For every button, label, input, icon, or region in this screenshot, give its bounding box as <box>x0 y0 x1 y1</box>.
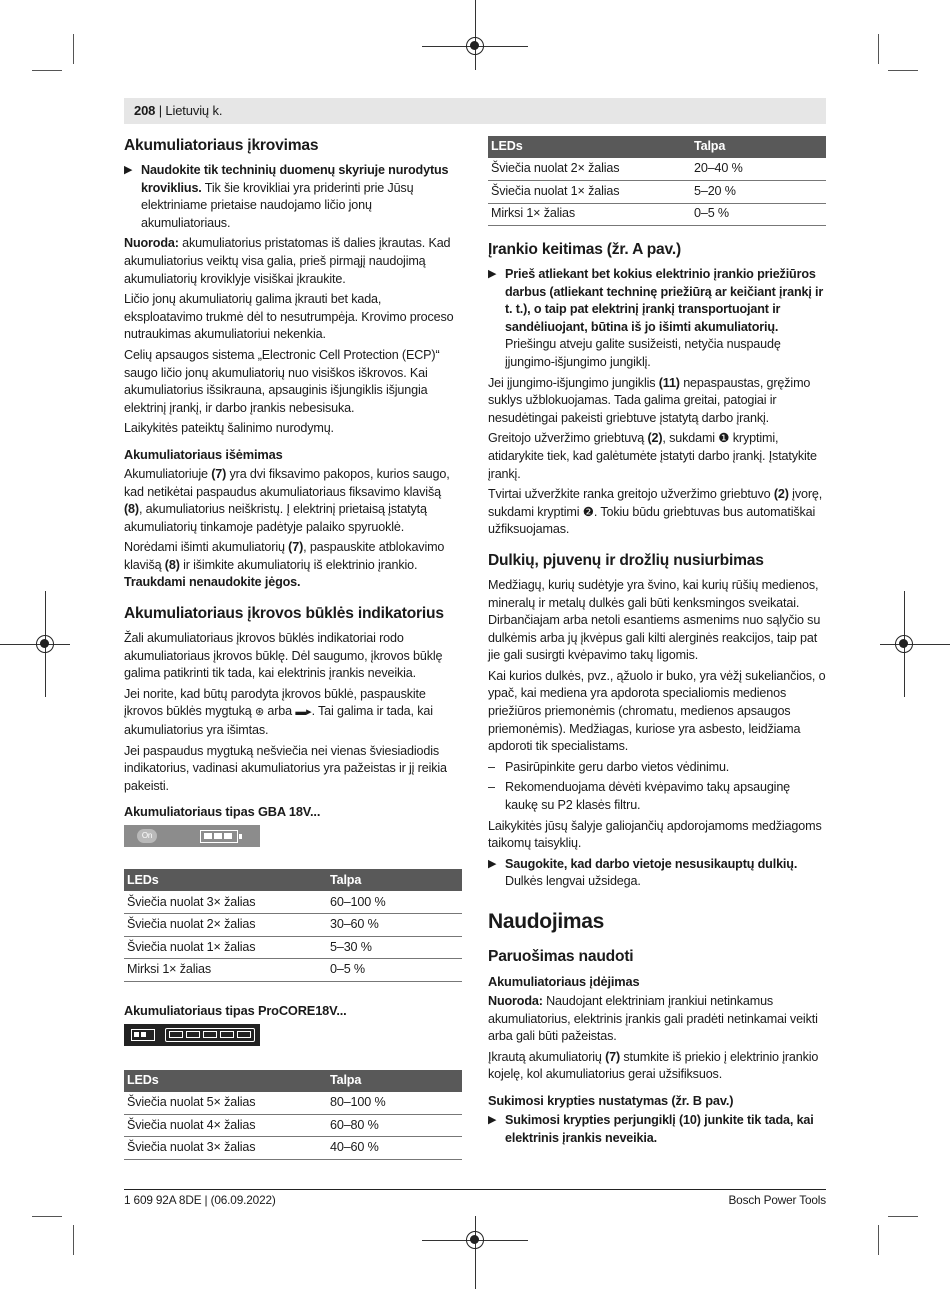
paragraph <box>488 375 826 428</box>
subsection-title: Akumuliatoriaus tipas ProCORE18V... <box>124 1002 347 1018</box>
crop-mark <box>73 34 74 64</box>
procore-indicator-image <box>124 1024 260 1046</box>
table-header: LEDs <box>124 1070 327 1092</box>
paragraph <box>488 486 826 539</box>
text: Jei norite, kad būtų parodyta įkrovos būklė, paspauskite įkrovos būklės mygtuką <box>124 686 426 719</box>
footer-document-id: 1 609 92A 8DE | (06.09.2022) <box>124 1193 276 1207</box>
direction-one-icon: ❶ <box>718 431 730 446</box>
text: , sukdami <box>662 431 719 446</box>
ref-number: (7) <box>288 540 304 555</box>
paragraph <box>488 1049 826 1084</box>
table-cell: Mirksi 1× žalias <box>124 959 327 982</box>
table-row <box>488 203 826 226</box>
note-paragraph <box>124 235 462 288</box>
table-cell: Mirksi 1× žalias <box>488 203 691 226</box>
table-cell: Šviečia nuolat 1× žalias <box>124 936 327 959</box>
list-item <box>488 779 826 814</box>
table-cell: Šviečia nuolat 2× žalias <box>124 914 327 937</box>
table-header: Talpa <box>327 869 462 891</box>
table-cell: 60–100 % <box>327 891 462 914</box>
text: . Tai galima ir tada, kai akumuliatorius yra išimtas. <box>124 704 433 738</box>
page-number: 208 <box>134 103 156 118</box>
page-header: 208 | Lietuvių k. <box>124 98 826 124</box>
ref-number: (2) <box>773 487 789 502</box>
registration-line <box>0 644 70 645</box>
paragraph: Medžiagų, kurių sudėtyje yra švino, kai kurių rūšių medienos, mineralų ir metalų dulkės gali būti kenksmingos sveikatai. Dirbančiajam arba netoli esantiems asmenims nuo sąlyčio su dulkėmis arba jų įkvėpus gali kilti alerginės reakcijos, taip pat jie gali susirgti kvėpavimo takų ligomis. <box>488 577 821 663</box>
registration-mark-icon <box>895 635 913 653</box>
bullet-text: Tik šie krovikliai yra priderinti prie Jūsų elektriniame prietaise naudojamo ličio jonų akumuliatoriaus. <box>141 180 414 230</box>
subsection-title: Sukimosi krypties nustatymas (žr. B pav.) <box>488 1092 734 1108</box>
crop-mark <box>888 70 918 71</box>
crop-mark <box>878 1225 879 1255</box>
note-text: Naudojant elektriniam įrankiui netinkamus akumuliatorius, elektrinis įrankis gali pradėti netinkamai veikti arba gali būti pažeistas. <box>488 994 818 1044</box>
crop-mark <box>32 1216 62 1217</box>
bold-text: Traukdami nenaudokite jėgos. <box>124 575 301 590</box>
table-header: Talpa <box>691 136 826 158</box>
table-cell: Šviečia nuolat 4× žalias <box>124 1114 327 1137</box>
bullet-text: Dulkės lengvai užsidega. <box>505 874 641 889</box>
bullet-bold-text: Naudokite tik techninių duomenų skyriuje nurodytus kroviklius. <box>141 163 449 195</box>
procore-led-table-continued <box>488 136 826 226</box>
text: kryptimi, atidarykite tiek, kad galėtumėte įstatyti darbo įrankį. Įstatykite įrankį. <box>488 431 817 481</box>
section-title: Paruošimas naudoti <box>488 948 634 965</box>
battery-icon <box>200 830 238 843</box>
table-row <box>488 158 826 181</box>
table-cell: 80–100 % <box>327 1092 462 1115</box>
table-cell: Šviečia nuolat 3× žalias <box>124 1137 327 1160</box>
note-label: Nuoroda: <box>488 994 543 1008</box>
table-row <box>124 1114 462 1137</box>
text: Jei įjungimo-išjungimo jungiklis <box>488 375 659 390</box>
triangle-right-icon: ▶ <box>124 164 133 176</box>
ref-number: (7) <box>211 466 227 481</box>
led-bar-icon <box>165 1028 255 1042</box>
table-row <box>124 1137 462 1160</box>
table-cell: Šviečia nuolat 3× žalias <box>124 891 327 914</box>
table-cell: 0–5 % <box>691 203 826 226</box>
text: įvorę, sukdami kryptimi <box>488 487 823 519</box>
text: stumkite iš priekio į elektrinio įrankio kojelę, kol akumuliatorius gerai užsifiksuos. <box>488 1049 819 1082</box>
bullet-bold-text: Prieš atliekant bet kokius elektrinio įrankio priežiūros darbus (atliekant techninę priežiūrą ar keičiant įrankį ir t. t.), o taip pat elektrinį įrankį transportuojant ir sandėliuojant, būtina iš jo išimti akumuliatorių. <box>505 267 824 334</box>
page-footer <box>124 1189 826 1209</box>
ref-number: (2) <box>647 431 663 446</box>
text: . Tokiu būdu griebtuvas bus automatiškai užfiksuojamas. <box>488 504 816 537</box>
crop-mark <box>888 1216 918 1217</box>
list-item-text: Rekomenduojama dėvėti kvėpavimo takų apsauginę kaukę su P2 klasės filtru. <box>505 780 791 813</box>
warning-bullet <box>488 266 826 372</box>
note-text: akumuliatorius pristatomas iš dalies įkrautas. Kad akumuliatorius veiktų visa galia, prieš pirmąjį naudojimą akumuliatorių kroviklyje visiškai įkraukite. <box>124 236 451 286</box>
left-column <box>124 136 462 1166</box>
text: yra dvi fiksavimo pakopos, kurios saugo, kad netikėtai paspaudus akumuliatoriaus fiksavimo klavišą <box>124 466 450 499</box>
list-item <box>488 759 826 777</box>
crop-mark <box>32 70 62 71</box>
section-title: Akumuliatoriaus įkrovimas <box>124 137 319 154</box>
ref-number: (8) <box>164 557 180 572</box>
bullet-bold-text: Sukimosi krypties perjungiklį (10) junkite tik tada, kai elektrinis įrankis neveikia. <box>505 1112 814 1145</box>
text: , akumuliatorius neiškristų. Į elektrinį prietaisą įstatytą akumuliatorių tinkamoje padėtyje palaiko spyruoklė. <box>124 502 427 534</box>
registration-mark-icon <box>466 1231 484 1249</box>
section-title: Dulkių, pjuvenų ir drožlių nusiurbimas <box>488 551 764 569</box>
subsection-title: Akumuliatoriaus įdėjimas <box>488 974 640 989</box>
registration-line <box>880 644 950 645</box>
table-row <box>124 959 462 982</box>
battery-level-icon: ▬▸ <box>295 706 312 719</box>
crop-mark <box>878 34 879 64</box>
procore-led-table <box>124 1070 462 1160</box>
paragraph: Žali akumuliatoriaus įkrovos būklės indikatoriai rodo akumuliatoriaus įkrovos būklę. Dėl saugumo, įkrovos būklę galima patikrinti tik tada, kai elektrinis įrankis neveikia. <box>124 631 443 681</box>
list-item-text: Pasirūpinkite geru darbo vietos vėdinimu. <box>505 759 730 774</box>
text: nepaspaustas, gręžimo suklys užblokuojamas. Tada galima greitai, patogiai ir nesudėtingai pakeisti griebtuve įstatytą darbo įrankį. <box>488 375 811 425</box>
ref-number: (11) <box>658 375 680 390</box>
section-title: Akumuliatoriaus įkrovos būklės indikatorius <box>124 605 444 623</box>
paragraph <box>124 686 462 740</box>
table-cell: 40–60 % <box>327 1137 462 1160</box>
table-row <box>488 181 826 204</box>
section-title: Įrankio keitimas (žr. A pav.) <box>488 241 681 258</box>
paragraph: Laikykitės jūsų šalyje galiojančių apdorojamoms medžiagoms taikomų taisyklių. <box>488 818 822 851</box>
registration-line <box>475 1216 476 1289</box>
crop-mark <box>73 1225 74 1255</box>
on-button-icon: On <box>137 829 157 843</box>
text: arba <box>264 704 296 719</box>
text: Norėdami išimti akumuliatorių <box>124 540 289 555</box>
ref-number: (8) <box>124 502 139 517</box>
text: , paspauskite atblokavimo klavišą <box>124 540 445 572</box>
table-header: LEDs <box>488 136 691 158</box>
gba-indicator-image <box>124 825 260 847</box>
warning-bullet <box>488 856 826 891</box>
triangle-right-icon: ▶ <box>488 857 497 870</box>
table-cell: 30–60 % <box>327 914 462 937</box>
paragraph <box>124 466 462 536</box>
table-cell: Šviečia nuolat 2× žalias <box>488 158 691 181</box>
text: Akumuliatoriuje <box>124 466 212 481</box>
subsection-title: Akumuliatoriaus išėmimas <box>124 446 283 462</box>
bullet-bold-text: Saugokite, kad darbo vietoje nesusikauptų dulkių. <box>505 856 798 871</box>
text: Greitojo užveržimo griebtuvą <box>488 431 648 446</box>
table-row <box>124 891 462 914</box>
bullet-text: Priešingu atveju galite susižeisti, netyčia nuspaudę įjungimo-išjungimo jungiklį. <box>505 337 781 369</box>
footer-brand: Bosch Power Tools <box>728 1193 826 1207</box>
text: Tvirtai užveržkite ranka greitojo užveržimo griebtuvo <box>488 487 774 502</box>
table-cell: Šviečia nuolat 5× žalias <box>124 1092 327 1115</box>
dash-marker: – <box>488 759 495 774</box>
registration-mark-icon <box>36 635 54 653</box>
dash-marker: – <box>488 780 495 795</box>
right-column <box>488 136 826 1150</box>
text: ir išimkite akumuliatorių iš elektrinio įrankio. <box>179 557 418 572</box>
paragraph <box>488 430 826 483</box>
paragraph: Jei paspaudus mygtuką nešviečia nei vienas šviesiadiodis indikatorius, vadinasi akumuliatorius yra pažeistas ir jį reikia pakeisti. <box>124 743 447 793</box>
paragraph: Kai kurios dulkės, pvz., ąžuolo ir buko, yra vėžį sukeliančios, o ypač, kai mediena yra apdorota specialiomis medienos priežiūros priemonėmis (chromatu, medienos apsaugos priemonėmis). Medžiagas, kuriose yra asbesto, leidžiama apdoroti tik specialistams. <box>488 668 826 754</box>
battery-button-icon: ⊛ <box>254 706 265 719</box>
note-label: Nuoroda: <box>124 236 179 251</box>
table-cell: 5–20 % <box>691 181 826 204</box>
table-cell: 60–80 % <box>327 1114 462 1137</box>
table-row <box>124 914 462 937</box>
ref-number: (7) <box>605 1049 621 1064</box>
table-row <box>124 1092 462 1115</box>
chapter-title: Naudojimas <box>488 910 605 933</box>
paragraph: Laikykitės pateiktų šalinimo nurodymų. <box>124 421 334 436</box>
battery-icon <box>131 1029 155 1041</box>
table-cell: Šviečia nuolat 1× žalias <box>488 181 691 204</box>
subsection-title: Akumuliatoriaus tipas GBA 18V... <box>124 804 321 820</box>
triangle-right-icon: ▶ <box>488 1113 497 1126</box>
table-cell: 20–40 % <box>691 158 826 181</box>
table-header: Talpa <box>327 1070 462 1092</box>
table-cell: 5–30 % <box>327 936 462 959</box>
table-cell: 0–5 % <box>327 959 462 982</box>
paragraph: Ličio jonų akumuliatorių galima įkrauti bet kada, eksploatavimo trukmė dėl to nesutrumpėja. Krovimo proceso nutraukimas akumuliatoriui nekenkia. <box>124 292 454 342</box>
text: Įkrautą akumuliatorių <box>488 1049 606 1064</box>
triangle-right-icon: ▶ <box>488 268 497 280</box>
note-paragraph <box>488 993 826 1046</box>
registration-line <box>475 0 476 70</box>
paragraph: Celių apsaugos sistema „Electronic Cell Protection (ECP)“ saugo ličio jonų akumuliatorių nuo visiškos iškrovos. Kai akumuliatorius išsikrauna, apsauginis išjungiklis išjungia elektrinį įrankį, ir darbo įrankis nebesisuka. <box>124 347 440 415</box>
table-header: LEDs <box>124 869 327 891</box>
registration-mark-icon <box>466 37 484 55</box>
paragraph <box>124 539 462 592</box>
warning-bullet <box>488 1112 826 1147</box>
gba-led-table <box>124 869 462 982</box>
direction-two-icon: ❷ <box>582 504 594 519</box>
header-language: Lietuvių k. <box>165 103 223 118</box>
table-row <box>124 936 462 959</box>
warning-bullet <box>124 162 462 232</box>
